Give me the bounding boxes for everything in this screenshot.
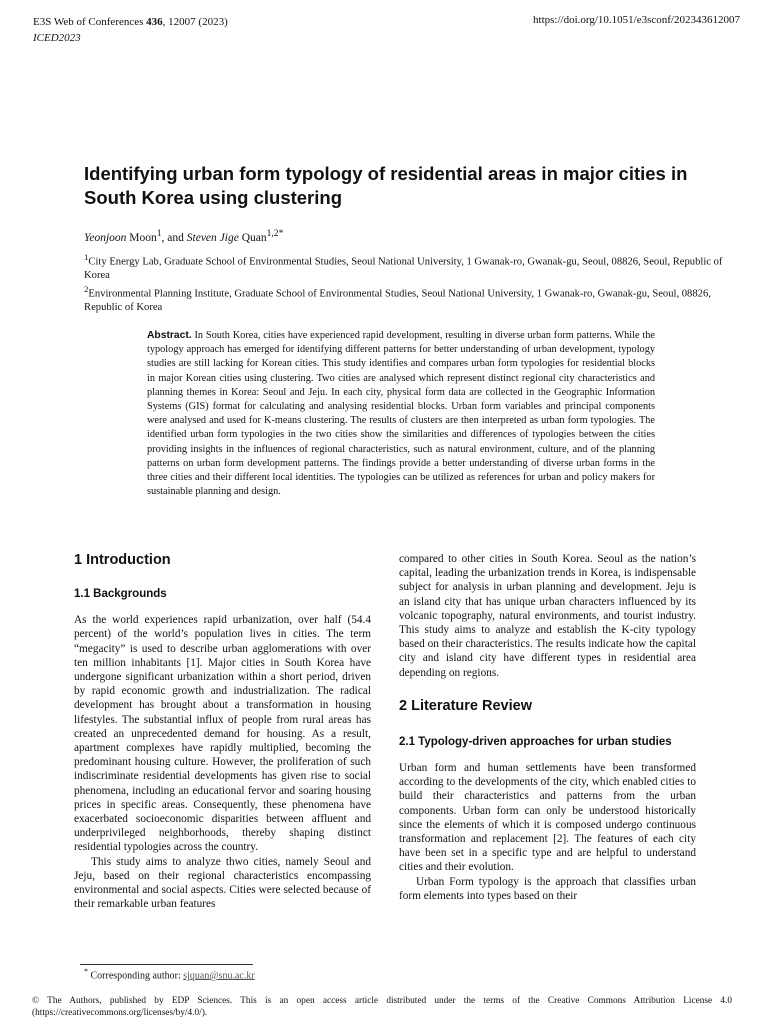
affiliation-1 (84, 251, 732, 283)
affiliation-2-text: Environmental Planning Institute, Graduate School of Environmental Studies, Seoul National University, 1 Gwanak-ro, Gwanak-gu, Seoul, 08826, Republic of Korea (84, 288, 711, 313)
running-header-left (33, 14, 228, 46)
doi-link[interactable]: https://doi.org/10.1051/e3sconf/202343612007 (533, 14, 740, 26)
author-list (84, 228, 283, 244)
right-column (399, 552, 696, 903)
section-heading-literature-review: 2 Literature Review (399, 697, 532, 714)
abstract-text: In South Korea, cities have experienced rapid development, resulting in diverse urban form patterns. While the typology approach has emerged for identifying different patterns for better understanding of urban development, typology studies are still lacking for Korean cities. This study identifies and compares urban form typologies for residential blocks in major Korean cities using clustering. Two cities are analysed which represent distinct regional city characteristics and planning themes in Korea: Seoul and Jeju. In each city, physical form data are collected in the Geographic Information Systems (GIS) format for calculating and analysing residential blocks. Urban form variables and principal components were analysed and used for K-means clustering. The results of clusters are then interpreted as urban form typologies. The identified urban form typologies in the two cities show the similarities and differences of typologies between the cities providing insights in the influences of regional characteristics, such as natural environment, culture, and of the planning patterns on urban form development patterns. The findings provide a better understanding of diverse urban forms in the three cities and their different local identities. The typologies can be utilized as references for urban and policy makers for sustainable planning and design. (147, 330, 655, 498)
affiliation-2 (84, 283, 732, 315)
author-1-given-name: Yeonjoon (84, 231, 127, 244)
corresponding-email-link[interactable]: sjquan@snu.ac.kr (183, 970, 255, 982)
author-1-affiliation-mark: 1 (156, 228, 162, 239)
author-2-given-name: Steven Jige (186, 231, 239, 244)
footnote-divider (80, 964, 253, 965)
paragraph: Urban form and human settlements have been transformed according to the developments of the city, which enabled cities to build their characteristics and patterns from the urban components. Urban form can only be understood historically since the elements of which it is composed undergo continuous transformation and replacement [2]. The features of each city have been set in a specific type and are helpful to understand cities and their evolution. (399, 762, 696, 874)
paper-title: Identifying urban form typology of residential areas in major cities in South Korea using clustering (84, 163, 688, 208)
paragraph: This study aims to analyze thwo cities, namely Seoul and Jeju, based on their regional characteristics encompassing environmental and social aspects. Cities were selected because of their remarkable urban features (74, 855, 371, 911)
affiliations (84, 251, 732, 314)
author-1-family-name: Moon (129, 231, 157, 244)
affiliation-1-text: City Energy Lab, Graduate School of Environmental Studies, Seoul National University, 1 Gwanak-ro, Gwanak-gu, Seoul, 08826, Seoul, Republic of Korea (84, 256, 723, 282)
conference-name: ICED2023 (33, 32, 81, 44)
journal-citation (33, 14, 228, 30)
section-heading-introduction: 1 Introduction (74, 552, 171, 568)
left-column (74, 551, 371, 911)
paragraph: Urban Form typology is the approach that classifies urban form elements into types based on their (399, 875, 696, 902)
affiliation-2-number: 2 (84, 283, 89, 294)
author-2-family-name: Quan (241, 231, 267, 244)
footnote-mark: * (84, 967, 88, 976)
paragraph: As the world experiences rapid urbanization, over half (54.4 percent) of the world’s population lives in cities. The term “megacity” is used to describe urban agglomerations with over ten million inhabitants [1]. Major cities in South Korea have undergone significant urbanization within a short period, driven by rapid economic growth and industrialization. The radical development has brought about a transformation in housing lifestyles. The substantial influx of people from rural areas has created an unprecedented demand for housing. As a result, apartment complexes have rapidly multiplied, becoming the predominant housing culture. However, the proliferation of such indiscriminate residential developments has given rise to social phenomena, including an educational fervor and soaring housing prices in specific areas. Consequently, these phenomena have exacerbated socioeconomic disparities between affluent and underprivileged neighborhoods, thereby shaping distinct residential typologies across the country. (74, 614, 371, 854)
abstract (147, 329, 655, 499)
subsection-heading-backgrounds: 1.1 Backgrounds (74, 588, 167, 601)
affiliation-1-number: 1 (84, 252, 89, 262)
subsection-heading-typology: 2.1 Typology-driven approaches for urban studies (399, 736, 672, 749)
author-separator: , and (161, 231, 187, 244)
journal-name: E3S Web of Conferences (33, 16, 144, 28)
journal-volume: 436 (146, 16, 163, 28)
article-number: , 12007 (2023) (162, 16, 228, 28)
author-2-affiliation-mark: 1,2* (266, 228, 284, 239)
footnote (84, 967, 255, 981)
footnote-label: Corresponding author: (90, 970, 184, 982)
paragraph: compared to other cities in South Korea. Seoul as the nation’s capital, leading the urbanization trends in Korea, is indispensable subject for analysis in urban planning and development. Jeju is an island city that has unique urban characters influenced by its volcanic topography, natural environments, and tourist industry. This study aims to analyze and establish the K-city typology based on their characteristics. The results indicate how the capital city and island city have different types in residential area depending on regions. (399, 553, 696, 679)
abstract-label: Abstract. (147, 330, 192, 341)
copyright-notice: © The Authors, published by EDP Sciences. This is an open access article distributed under the terms of the Creative Commons Attribution License 4.0 (https://creativecommons.org/licenses/by/4.0/). (32, 996, 732, 1018)
